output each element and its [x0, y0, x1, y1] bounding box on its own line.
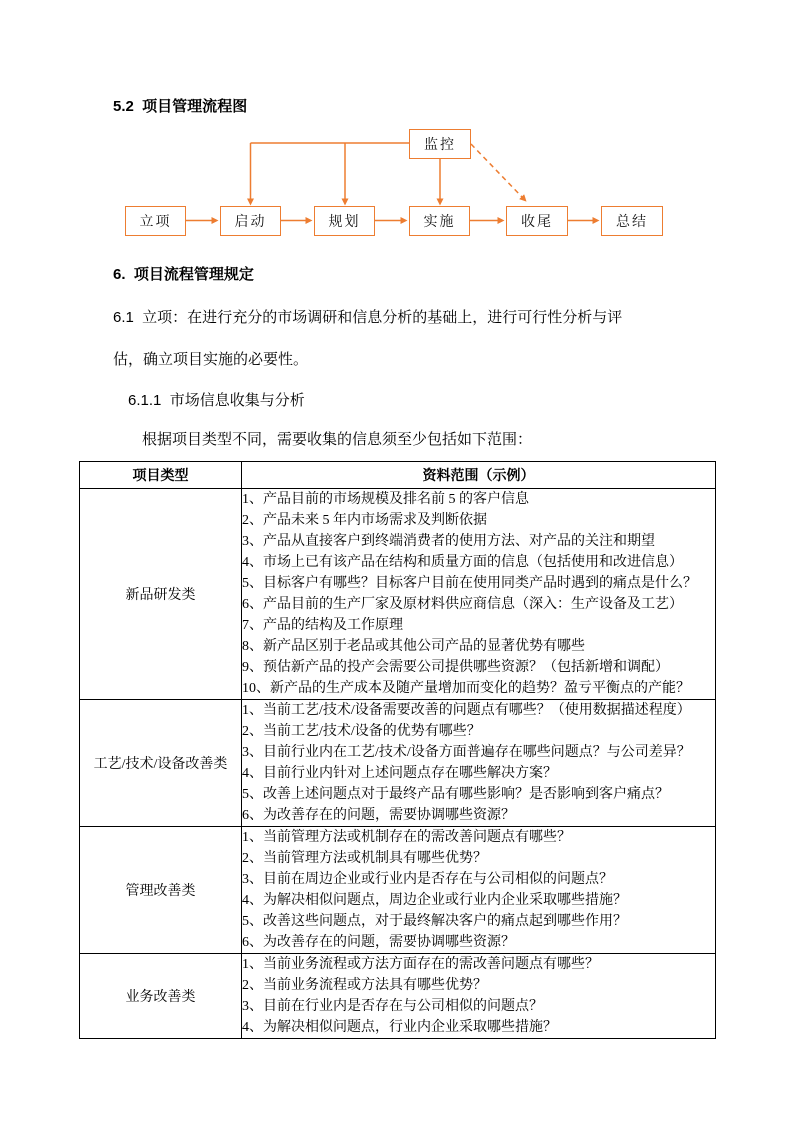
para-6-1-line1: 6.1 立项：在进行充分的市场调研和信息分析的基础上，进行可行性分析与评 [113, 309, 623, 326]
row-items-new-product [242, 489, 716, 700]
table-row [80, 827, 716, 954]
dashed-arrow-monitor-to-close [471, 144, 522, 197]
table-item-line: 1、当前管理方法或机制存在的需改善问题点有哪些？ [242, 830, 571, 845]
table-intro-text: 根据项目类型不同，需要收集的信息须至少包括如下范围： [142, 431, 533, 448]
table-item-line: 6、为改善存在的问题，需要协调哪些资源？ [242, 935, 515, 950]
project-info-table [79, 461, 716, 1039]
table-row [80, 700, 716, 827]
table-item-line: 10、新产品的生产成本及随产量增加而变化的趋势？盈亏平衡点的产能？ [242, 681, 690, 696]
table-item-line: 8、新产品区别于老品或其他公司产品的显著优势有哪些 [242, 639, 585, 654]
row-label-process-tech: 工艺/技术/设备改善类 [80, 700, 242, 827]
table-item-line: 9、预估新产品的投产会需要公司提供哪些资源？（包括新增和调配） [242, 660, 669, 675]
table-item-line: 6、产品目前的生产厂家及原材料供应商信息（深入：生产设备及工艺） [242, 597, 683, 612]
section-5-2-title: 5.2 项目管理流程图 [113, 98, 248, 115]
row-items-management [242, 827, 716, 954]
header-project-type: 项目类型 [80, 462, 242, 489]
flow-node-execute: 实施 [409, 206, 470, 236]
flow-node-plan: 规划 [314, 206, 375, 236]
table-item-line: 3、目前在周边企业或行业内是否存在与公司相似的问题点？ [242, 872, 613, 887]
table-item-line: 1、当前工艺/技术/设备需要改善的问题点有哪些？（使用数据描述程度） [242, 703, 691, 718]
row-items-business [242, 954, 716, 1039]
flow-node-monitor: 监控 [409, 129, 471, 159]
table-item-line: 6、为改善存在的问题，需要协调哪些资源？ [242, 808, 515, 823]
table-item-line: 4、目前行业内针对上述问题点存在哪些解决方案？ [242, 766, 557, 781]
table-item-line: 2、当前管理方法或机制具有哪些优势？ [242, 851, 487, 866]
flow-node-summary: 总结 [601, 206, 663, 236]
row-label-management: 管理改善类 [80, 827, 242, 954]
table-item-line: 7、产品的结构及工作原理 [242, 618, 403, 633]
flow-node-close: 收尾 [506, 206, 568, 236]
table-item-line: 5、改善这些问题点，对于最终解决客户的痛点起到哪些作用？ [242, 914, 627, 929]
flowchart-connectors [0, 128, 793, 240]
table-item-line: 3、目前行业内在工艺/技术/设备方面普遍存在哪些问题点？与公司差异？ [242, 745, 691, 760]
table-item-line: 2、当前业务流程或方法具有哪些优势？ [242, 978, 487, 993]
table-item-line: 1、当前业务流程或方法方面存在的需改善问题点有哪些？ [242, 957, 599, 972]
project-management-flowchart [0, 128, 793, 240]
table-item-line: 4、市场上已有该产品在结构和质量方面的信息（包括使用和改进信息） [242, 555, 683, 570]
table-item-line: 5、目标客户有哪些？目标客户目前在使用同类产品时遇到的痛点是什么？ [242, 576, 697, 591]
table-item-line: 2、当前工艺/技术/设备的优势有哪些？ [242, 724, 481, 739]
table-item-line: 3、产品从直接客户到终端消费者的使用方法、对产品的关注和期望 [242, 534, 655, 549]
header-data-scope: 资料范围（示例） [242, 462, 716, 489]
row-label-new-product: 新品研发类 [80, 489, 242, 700]
section-6-title: 6. 项目流程管理规定 [113, 266, 254, 283]
table-row [80, 954, 716, 1039]
table-item-line: 4、为解决相似问题点，行业内企业采取哪些措施？ [242, 1020, 557, 1035]
table-header-row [80, 462, 716, 489]
table-item-line: 2、产品未来 5 年内市场需求及判断依据 [242, 513, 487, 528]
para-6-1-line2: 估，确立项目实施的必要性。 [113, 351, 309, 368]
table-item-line: 3、目前在行业内是否存在与公司相似的问题点？ [242, 999, 543, 1014]
table-item-line: 5、改善上述问题点对于最终产品有哪些影响？是否影响到客户痛点？ [242, 787, 669, 802]
table-row [80, 489, 716, 700]
section-6-1-1-title: 6.1.1 市场信息收集与分析 [128, 392, 305, 409]
table-item-line: 4、为解决相似问题点，周边企业或行业内企业采取哪些措施？ [242, 893, 627, 908]
row-label-business: 业务改善类 [80, 954, 242, 1039]
flow-node-initiate: 立项 [125, 206, 186, 236]
row-items-process-tech [242, 700, 716, 827]
table-item-line: 1、产品目前的市场规模及排名前 5 的客户信息 [242, 492, 529, 507]
flow-node-start: 启动 [220, 206, 281, 236]
